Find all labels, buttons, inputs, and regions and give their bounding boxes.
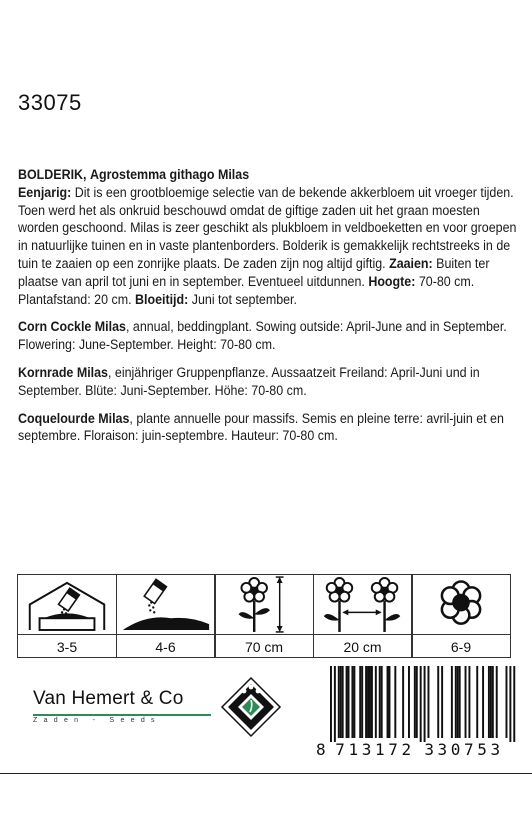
barcode-bar: [416, 666, 418, 738]
barcode-bar: [365, 666, 367, 738]
barcode-bar: [428, 666, 430, 738]
dutch-text-1: Dit is een grootbloemige selectie van de bekende akkerbloem uit vroeger tijden. Toen werd het als onkruid beschouwd omdat de giftige zaden uit het graan moesten worden geschoond. Milas is zeer geschikt als plukbloem in veldboeketten en voor groepen in natuurlijke tuinen en in vaste plantenborders. Bolderik is gemakkelijk rechtstreeks in de tuin te zaaien op een zonrijke plaats. De zaden zijn nog altijd giftig.: [18, 184, 517, 271]
barcode-bars: [316, 666, 518, 742]
barcode-bar: [402, 666, 404, 738]
barcode-bar: [490, 666, 492, 738]
barcode: [316, 666, 518, 760]
barcode-left-group: 713172: [335, 740, 415, 759]
dutch-text-2: Buiten ter plaatse van april tot juni en in september. Eventueel uitdunnen.: [18, 255, 490, 289]
barcode-bar: [424, 666, 426, 742]
barcode-bar: [451, 666, 453, 738]
dutch-type-label: Eenjarig:: [18, 184, 72, 200]
barcode-bar: [492, 666, 494, 738]
barcode-bar: [465, 666, 467, 738]
french-name: Coquelourde Milas: [18, 410, 130, 426]
barcode-bar: [488, 666, 490, 738]
barcode-bar: [367, 666, 369, 738]
barcode-bar: [348, 666, 350, 738]
product-description: [18, 166, 517, 455]
barcode-bar: [457, 666, 459, 738]
barcode-bar: [369, 666, 371, 738]
dutch-paragraph: [18, 166, 517, 308]
icon-label: 6-9: [450, 639, 472, 655]
barcode-bar: [509, 666, 511, 742]
barcode-bar: [482, 666, 484, 738]
french-paragraph: [18, 410, 517, 446]
barcode-bar: [361, 666, 363, 738]
german-paragraph: [18, 364, 517, 400]
barcode-bar: [459, 666, 461, 738]
product-latin-name: Agrostemma githago Milas: [89, 167, 250, 182]
icon-cell-greenhouse: [17, 574, 117, 658]
french-text: , plante annuelle pour massifs. Semis en pleine terre: avril-juin et en septembre. Floraison: juin-septembre. Hauteur: 70-80 cm.: [18, 410, 504, 444]
barcode-bar: [441, 666, 443, 738]
icon-label: 20 cm: [343, 639, 382, 655]
brand-rule: [33, 714, 211, 716]
barcode-bar: [455, 666, 457, 738]
english-paragraph: [18, 318, 517, 354]
barcode-bar: [468, 666, 470, 738]
dutch-sow-label: Zaaien:: [389, 255, 433, 271]
barcode-first-digit: 8: [316, 740, 326, 759]
barcode-bar: [371, 666, 373, 738]
dutch-text-3: 70-80 cm. Plantafstand: 20 cm.: [18, 273, 475, 307]
dutch-bloom-label: Bloeitijd:: [135, 291, 189, 307]
barcode-bar: [513, 666, 515, 742]
brand-logo: [33, 688, 223, 730]
icon-cell-spacing: [313, 574, 413, 658]
product-name: BOLDERIK,: [18, 167, 87, 182]
barcode-bar: [408, 666, 410, 738]
english-name: Corn Cockle Milas: [18, 319, 126, 335]
icon-label: 4-6: [155, 639, 176, 655]
german-name: Kornrade Milas: [18, 364, 108, 380]
barcode-bar: [340, 666, 342, 738]
english-text: , annual, beddingplant. Sowing outside: April-June and in September. Flowering: June-September. Height: 70-80 cm.: [18, 319, 507, 353]
barcode-bar: [496, 666, 498, 738]
barcode-bar: [353, 666, 355, 738]
barcode-bar: [394, 666, 396, 738]
icon-label: 3-5: [56, 639, 78, 655]
german-text: , einjähriger Gruppenpflanze. Aussaatzeit Freiland: April-Juni und in September. Blüte: Juni-September. Höhe: 70-80 cm.: [18, 364, 480, 398]
article-number: 33075: [18, 90, 82, 115]
growing-info-icons: [17, 574, 516, 658]
barcode-bar: [334, 666, 336, 742]
greenhouse-sowing-icon: [18, 575, 116, 635]
barcode-bar: [476, 666, 478, 738]
barcode-bar: [379, 666, 381, 738]
barcode-bar: [346, 666, 348, 738]
barcode-digits: [316, 740, 518, 759]
barcode-bar: [381, 666, 383, 738]
plant-height-icon: [215, 575, 313, 635]
icon-cell-height: [214, 574, 314, 658]
barcode-bar: [437, 666, 439, 738]
brand-tagline: Zaden - Seeds: [33, 717, 161, 724]
barcode-bar: [375, 666, 377, 738]
icon-cell-flowering: [411, 574, 511, 658]
barcode-bar: [420, 666, 422, 742]
barcode-bar: [359, 666, 361, 738]
brand-name: Van Hemert & Co: [33, 688, 184, 709]
barcode-bar: [506, 666, 508, 738]
dutch-height-label: Hoogte:: [368, 273, 416, 289]
barcode-bar: [338, 666, 340, 738]
barcode-bar: [330, 666, 332, 742]
barcode-right-group: 330753: [424, 740, 504, 759]
bottom-divider: [0, 773, 532, 774]
barcode-bar: [342, 666, 344, 738]
barcode-bar: [387, 666, 389, 738]
icon-cell-outdoor: [116, 574, 216, 658]
plant-spacing-icon: [314, 575, 412, 635]
barcode-bar: [351, 666, 353, 738]
barcode-bar: [389, 666, 391, 738]
brand-emblem-icon: [220, 676, 282, 738]
flowering-icon: [412, 575, 510, 635]
barcode-bar: [414, 666, 416, 738]
dutch-text-4: Juni tot september.: [191, 291, 297, 307]
icon-label: 70 cm: [244, 639, 284, 655]
outdoor-sowing-icon: [117, 575, 215, 635]
